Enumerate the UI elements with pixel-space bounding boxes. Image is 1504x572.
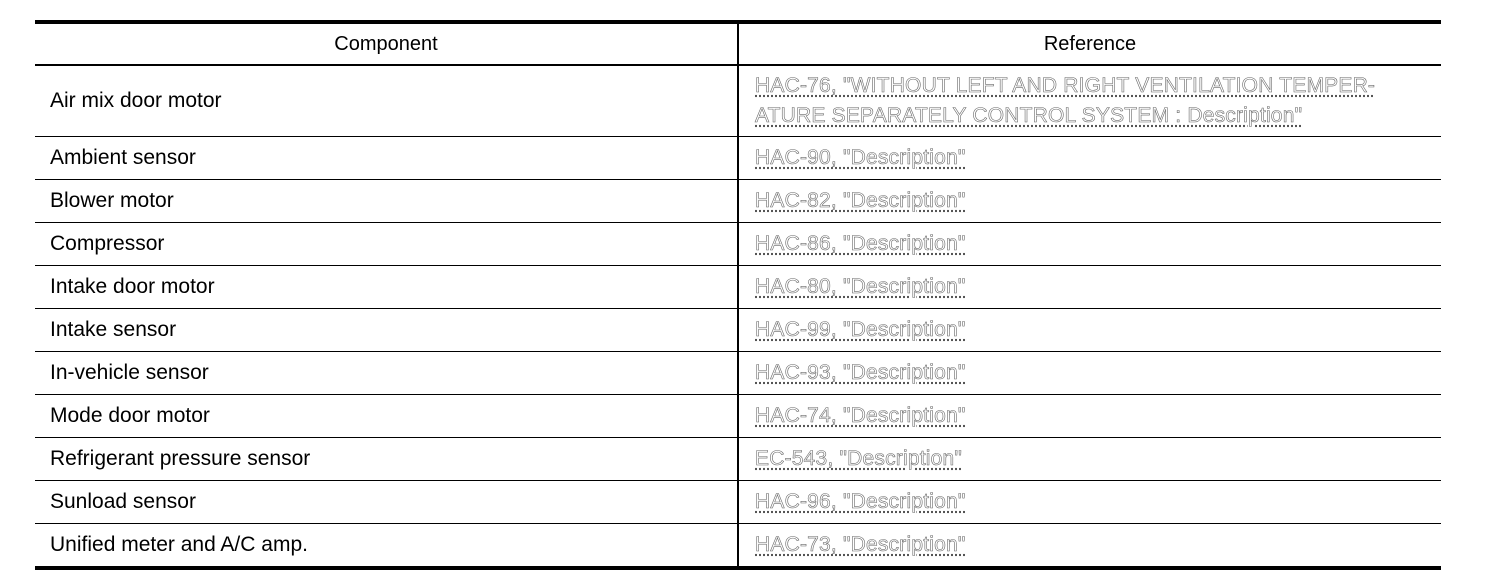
table-row <box>35 352 1441 395</box>
reference-link[interactable]: HAC-80, "Description" <box>755 275 966 298</box>
component-cell: Unified meter and A/C amp. <box>35 524 738 569</box>
reference-cell <box>738 266 1441 309</box>
reference-link[interactable]: HAC-73, "Description" <box>755 533 966 556</box>
table-row <box>35 438 1441 481</box>
reference-link[interactable]: HAC-96, "Description" <box>755 490 966 513</box>
reference-cell <box>738 524 1441 569</box>
table-row <box>35 395 1441 438</box>
table-row <box>35 524 1441 569</box>
table-row <box>35 481 1441 524</box>
reference-link[interactable]: HAC-99, "Description" <box>755 318 966 341</box>
table-row <box>35 180 1441 223</box>
table-row <box>35 309 1441 352</box>
reference-link[interactable]: EC-543, "Description" <box>755 447 963 470</box>
table-row <box>35 65 1441 137</box>
reference-cell <box>738 309 1441 352</box>
component-cell: Ambient sensor <box>35 137 738 180</box>
component-reference-table <box>35 20 1441 570</box>
table-row <box>35 223 1441 266</box>
component-cell: Sunload sensor <box>35 481 738 524</box>
reference-link[interactable]: HAC-90, "Description" <box>755 146 966 169</box>
component-cell: Refrigerant pressure sensor <box>35 438 738 481</box>
reference-cell <box>738 180 1441 223</box>
column-header-component: Component <box>35 22 738 65</box>
component-cell: Intake door motor <box>35 266 738 309</box>
component-cell: Air mix door motor <box>35 65 738 137</box>
reference-cell <box>738 65 1441 137</box>
reference-cell <box>738 137 1441 180</box>
component-cell: Compressor <box>35 223 738 266</box>
reference-cell <box>738 395 1441 438</box>
reference-link[interactable]: HAC-76, "WITHOUT LEFT AND RIGHT VENTILATION TEMPER-ATURE SEPARATELY CONTROL SYSTEM : Description" <box>755 74 1376 127</box>
reference-cell <box>738 438 1441 481</box>
reference-link[interactable]: HAC-86, "Description" <box>755 232 966 255</box>
table-row <box>35 266 1441 309</box>
component-cell: Blower motor <box>35 180 738 223</box>
header-row <box>35 22 1441 65</box>
column-header-reference: Reference <box>738 22 1441 65</box>
reference-cell <box>738 352 1441 395</box>
reference-link[interactable]: HAC-82, "Description" <box>755 189 966 212</box>
reference-cell <box>738 223 1441 266</box>
reference-cell <box>738 481 1441 524</box>
reference-link[interactable]: HAC-74, "Description" <box>755 404 966 427</box>
component-cell: Mode door motor <box>35 395 738 438</box>
reference-link[interactable]: HAC-93, "Description" <box>755 361 966 384</box>
component-cell: Intake sensor <box>35 309 738 352</box>
component-cell: In-vehicle sensor <box>35 352 738 395</box>
table-row <box>35 137 1441 180</box>
